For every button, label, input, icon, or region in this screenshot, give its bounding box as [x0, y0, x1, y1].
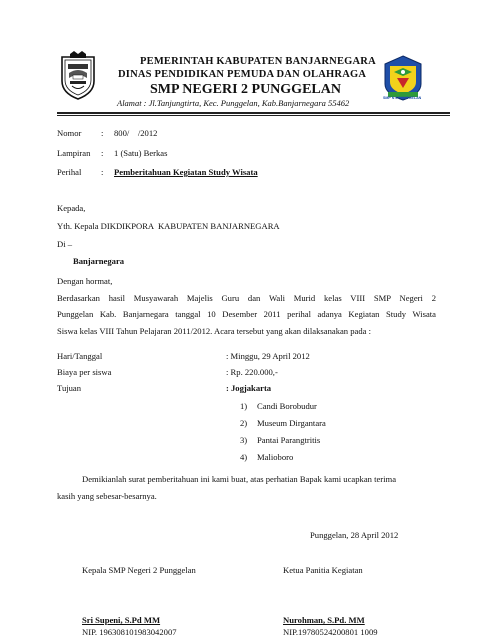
school-logo	[382, 54, 424, 102]
left-signer-name: Sri Supeni, S.Pd MM	[82, 615, 161, 625]
nomor-label: Nomor	[57, 128, 82, 138]
header-rule-thin	[57, 115, 450, 116]
school-logo-caption: SMP N 2 PUNGGELAN	[383, 96, 422, 100]
lampiran-sep: :	[101, 148, 104, 158]
recipient-place: Banjarnegara	[73, 256, 125, 266]
header-rule-thick	[57, 112, 450, 114]
lampiran-value: 1 (Satu) Berkas	[114, 148, 168, 158]
right-signer-name: Nurohman, S.Pd. MM	[283, 615, 365, 625]
header-department: DINAS PENDIDIKAN PEMUDA DAN OLAHRAGA	[118, 69, 367, 80]
left-signer-nip: NIP. 196308101983042007	[82, 627, 177, 637]
cost-value: : Rp. 220.000,-	[226, 367, 278, 377]
destination-item-name: Museum Dirgantara	[257, 418, 326, 428]
destination-value: : Jogjakarta	[226, 383, 272, 393]
nomor-value: 800/ /2012	[114, 128, 158, 138]
recipient-di: Di –	[57, 239, 73, 249]
destination-item-name: Pantai Parangtritis	[257, 435, 321, 445]
right-signer-nip: NIP.19780524200801 1009	[283, 627, 378, 637]
closing-line-1: Demikianlah surat pemberitahuan ini kami buat, atas perhatian Bapak kami ucapkan terima	[82, 474, 397, 484]
right-signer-title: Ketua Panitia Kegiatan	[283, 565, 363, 575]
destination-item-number: 4)	[240, 452, 248, 462]
closing-line-2: kasih yang sebesar-besarnya.	[57, 491, 157, 501]
perihal-value: Pemberitahuan Kegiatan Study Wisata	[114, 167, 258, 177]
place-date: Punggelan, 28 April 2012	[310, 530, 399, 540]
cost-label: Biaya per siswa	[57, 367, 112, 377]
perihal-label: Perihal	[57, 167, 82, 177]
destination-item-number: 3)	[240, 435, 248, 445]
header-school-name: SMP NEGERI 2 PUNGGELAN	[150, 82, 341, 97]
perihal-sep: :	[101, 167, 104, 177]
regency-crest-logo	[58, 51, 98, 101]
destination-item-number: 2)	[240, 418, 248, 428]
body-line-1: Berdasarkan hasil Musyawarah Majelis Guru dan Wali Murid kelas VIII SMP Negeri 2	[57, 293, 436, 303]
body-line-3: Siswa kelas VIII Tahun Pelajaran 2011/2012. Acara tersebut yang akan dilaksanakan pada :	[57, 326, 372, 336]
body-line-2: Punggelan Kab. Banjarnegara tanggal 10 Desember 2011 perihal adanya Kegiatan Study Wisata	[57, 309, 436, 319]
header-government: PEMERINTAH KABUPATEN BANJARNEGARA	[140, 56, 376, 67]
recipient-title: Yth. Kepala DIKDIKPORA KABUPATEN BANJARNEGARA	[57, 221, 280, 231]
greeting-text: Dengan hormat,	[57, 276, 113, 286]
left-signer-title: Kepala SMP Negeri 2 Punggelan	[82, 565, 196, 575]
destination-item-number: 1)	[240, 401, 248, 411]
lampiran-label: Lampiran	[57, 148, 91, 158]
date-value: : Minggu, 29 April 2012	[226, 351, 310, 361]
destination-item-name: Candi Borobudur	[257, 401, 317, 411]
kepada-text: Kepada,	[57, 203, 86, 213]
date-label: Hari/Tanggal	[57, 351, 103, 361]
destination-label: Tujuan	[57, 383, 82, 393]
header-address: Alamat : Jl.Tanjungtirta, Kec. Punggelan, Kab.Banjarnegara 55462	[117, 98, 350, 108]
nomor-sep: :	[101, 128, 104, 138]
destination-item-name: Malioboro	[257, 452, 294, 462]
